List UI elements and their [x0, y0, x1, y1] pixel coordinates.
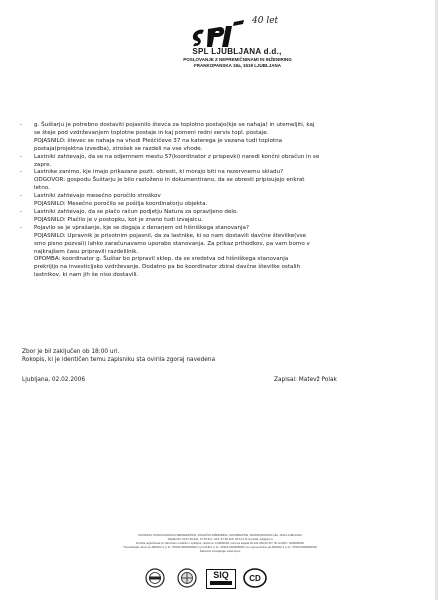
footer-line: Kakovost upravljanja: www.spl.si — [199, 549, 241, 553]
item-line: OPOMBA: koordinator g. Šuštar bo pripravil sklep, da se sredstva od hišniškega stanovanja — [34, 256, 289, 263]
item-line: g. Šuštarju je potrebno dostaviti pojasnilo števca za toplotno postajo(kje se nahaja) in utemeljiti, kaj — [34, 122, 315, 128]
anniversary-label: 40 let — [252, 16, 279, 26]
item-line: Lastnike zanimo, kje imajo prikazane pozit. obresti, ki morajo biti na rezervnemu skladu? — [34, 169, 284, 176]
bullet-marker: - — [20, 122, 23, 128]
bullet-marker: - — [20, 169, 23, 176]
list-item — [20, 193, 420, 209]
list-item — [20, 169, 420, 193]
company-subtitle — [165, 57, 310, 69]
item-line: zapre. — [34, 161, 52, 168]
item-line: Lastniki zahtevajo, da se plačo račun podjetju Natura za opravljeno delo. — [34, 208, 239, 215]
company-name: SPL LJUBLJANA d.d., — [192, 47, 282, 56]
closing-line: Rokopis, ki je identičen temu zapisniku sta ovirila zgoraj navedena — [22, 357, 216, 363]
certificate-seal-icon — [172, 567, 202, 589]
bullet-marker: - — [20, 153, 23, 160]
item-line: POJASNILO: Mesečno poročilo se pošilja koordinatorju objekta. — [34, 201, 208, 208]
bullet-marker: - — [20, 224, 23, 231]
company-footer — [70, 533, 370, 553]
certificate-seal-icon — [140, 567, 170, 589]
item-line: se šteje pod vzdrževanjem toplotne postaje in kaj pomeni redni servis topl. postaje. — [34, 129, 269, 136]
item-line: smo pisno pozvali) lahko zaračunavamo uporabo stanovanja. Za prikaz prihodkov, pa vam bomo v — [34, 240, 310, 247]
siq-label: SIQ — [213, 570, 229, 580]
siq-certificate-icon — [206, 569, 236, 589]
cd-label: CD — [249, 574, 261, 583]
place-date: Ljubljana, 02.02.2006 — [22, 377, 86, 383]
footer-line: Družba registrirana pri Okrožnem sodišču v Ljubljani, vložek št. 1/00000/00, osnovni kapital 94.231.000,00 SIT, ID za DDV: SI20000000 — [136, 541, 304, 545]
minutes-body — [20, 122, 420, 280]
item-line: Lastniki zahtevajo, da se na odjemnem mestu 57(koordinator z prispevki) naredi končni obračun in se — [34, 153, 320, 160]
footer-line: Transakcijski račun pri ABANKI d.d. št.: 05100-8000000000 in pri NLB d.d. št.: 02922-0000000000, ter nepremičnine pri ABANKI d.d. št.: 05100-8000000000 — [123, 545, 317, 549]
recorder-name: Zapisal: Matevž Polak — [274, 377, 337, 383]
company-subtitle-line: POSLOVANJE Z NEPREMIČNINAMI IN INŽENIRING — [183, 57, 292, 62]
item-line: POJASNILO: Plačilo je v postopku, kot je znano tudi izvajalcu. — [34, 216, 203, 223]
list-item — [20, 122, 420, 154]
footer-line: TELEFON: 01/47 50-911, 47 50-917, FAX: 47 50-915, 25-14-171 E-pošta: spl@spl.si — [167, 537, 273, 541]
item-line: POJASNILO: Upravnik je prisotnim pojasnil, da za lastnike, ki so nam dostavili davčne številke(vse — [34, 232, 307, 239]
item-line: Lastniki zahtevajo mesečno poročilo stroškov — [34, 193, 161, 200]
item-line: Pojavilo se je vprašanje, kje se dogaja z denarjem od hišniškega stanovanja? — [34, 224, 249, 231]
item-line: prekrijijo na investicijsko vzdrževanje. Dodatno pa bo koordinator zbiral davčne številke ostalih — [34, 264, 301, 271]
list-item — [20, 209, 420, 225]
footer-line: SOCIETAS STANOVANJSKIH NEPREMIČNIN, FINANČNI INŽENIRING, INFORMATIKE, FRANKOPANSKA 18a, 1519 LJUBLJANA — [138, 533, 302, 537]
closing-line: Zbor je bil zaključen ob 18:00 uri. — [22, 349, 120, 355]
item-line: najkrajšem času pripravili razdelilnik. — [34, 248, 139, 255]
item-line: lastnikov, ki nam jih še niso dostavili. — [34, 272, 139, 279]
list-item — [20, 154, 420, 170]
item-line: letno. — [34, 185, 50, 192]
bullet-marker: - — [20, 193, 23, 200]
item-line: POJASNILO: števec se nahaja na vhodi Pleščičeve 37 na katerega je vezana tudi toplotna — [34, 137, 283, 144]
list-item — [20, 225, 420, 280]
item-line: ODGOVOR: gospodu Šuštarju je bilo razloženo in dokumentirano, da se obresti pripisujejo enkrat — [34, 177, 305, 184]
closing-text — [22, 348, 215, 364]
bullet-marker: - — [20, 208, 23, 215]
item-line: postaja(projektna izvedba), strošek se razdeli na vse vhode. — [34, 145, 203, 152]
company-address: FRANKOPANSKA 18a, 1519 LJUBLJANA — [193, 63, 282, 68]
cd-certificate-icon — [242, 567, 268, 589]
